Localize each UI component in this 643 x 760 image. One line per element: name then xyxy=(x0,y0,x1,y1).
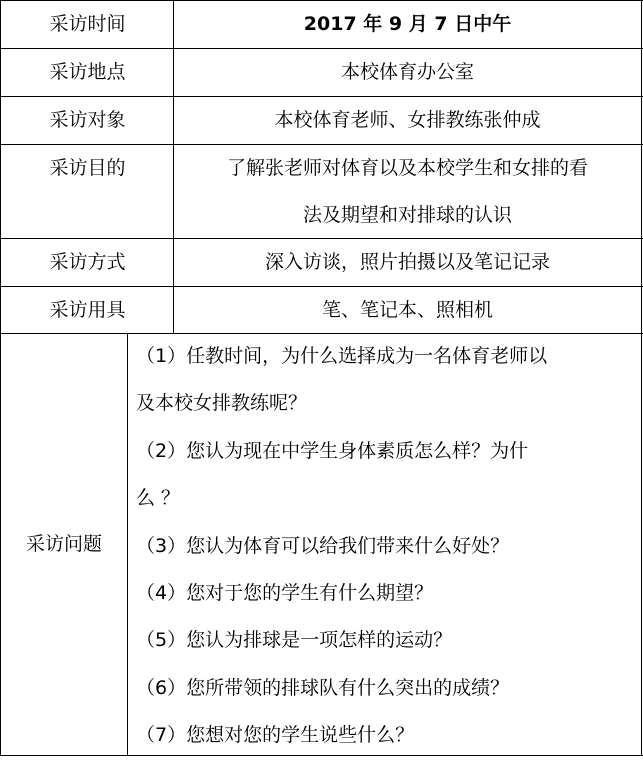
value-interview-purpose xyxy=(175,145,640,239)
label-interview-location: 采访地点 xyxy=(49,61,126,83)
value-interviewee: 本校体育老师、女排教练张仲成 xyxy=(274,109,541,131)
value-interview-tools: 笔、笔记本、照相机 xyxy=(321,298,493,321)
table-rule xyxy=(641,0,642,756)
question-line: 及本校女排教练呢？ xyxy=(136,392,308,415)
value-interview-location: 本校体育办公室 xyxy=(340,61,474,83)
question-line: （3）您认为体育可以给我们带来什么好处？ xyxy=(136,534,510,557)
table-rule xyxy=(127,333,128,756)
value-interview-time: 2017 年 9 月 7 日中午 xyxy=(303,13,512,35)
label-interviewee: 采访对象 xyxy=(49,109,126,131)
question-line: （1）任教时间，为什么选择成为一名体育老师以 xyxy=(136,345,548,367)
question-line: （2）您认为现在中学生身体素质怎么样？为什 xyxy=(136,439,529,462)
question-list xyxy=(136,333,636,760)
question-line: （7）您想对您的学生说些什么？ xyxy=(136,724,415,747)
label-interview-purpose: 采访目的 xyxy=(49,157,126,179)
question-line: 么 ？ xyxy=(136,487,181,510)
purpose-line-2: 法及期望和对排球的认识 xyxy=(302,204,512,226)
label-interview-questions: 采访问题 xyxy=(25,533,102,555)
question-line: （4）您对于您的学生有什么期望？ xyxy=(136,581,434,604)
question-line: （6）您所带领的排球队有什么突出的成绩？ xyxy=(136,676,510,699)
purpose-line-1: 了解张老师对体育以及本校学生和女排的看 xyxy=(226,157,588,179)
question-line: （5）您认为排球是一项怎样的运动？ xyxy=(136,629,453,652)
label-interview-time: 采访时间 xyxy=(49,13,126,35)
table-rule xyxy=(173,0,174,334)
label-interview-tools: 采访用具 xyxy=(49,298,126,321)
value-interview-method: 深入访谈，照片拍摄以及笔记记录 xyxy=(264,251,550,273)
label-interview-method: 采访方式 xyxy=(49,251,126,273)
